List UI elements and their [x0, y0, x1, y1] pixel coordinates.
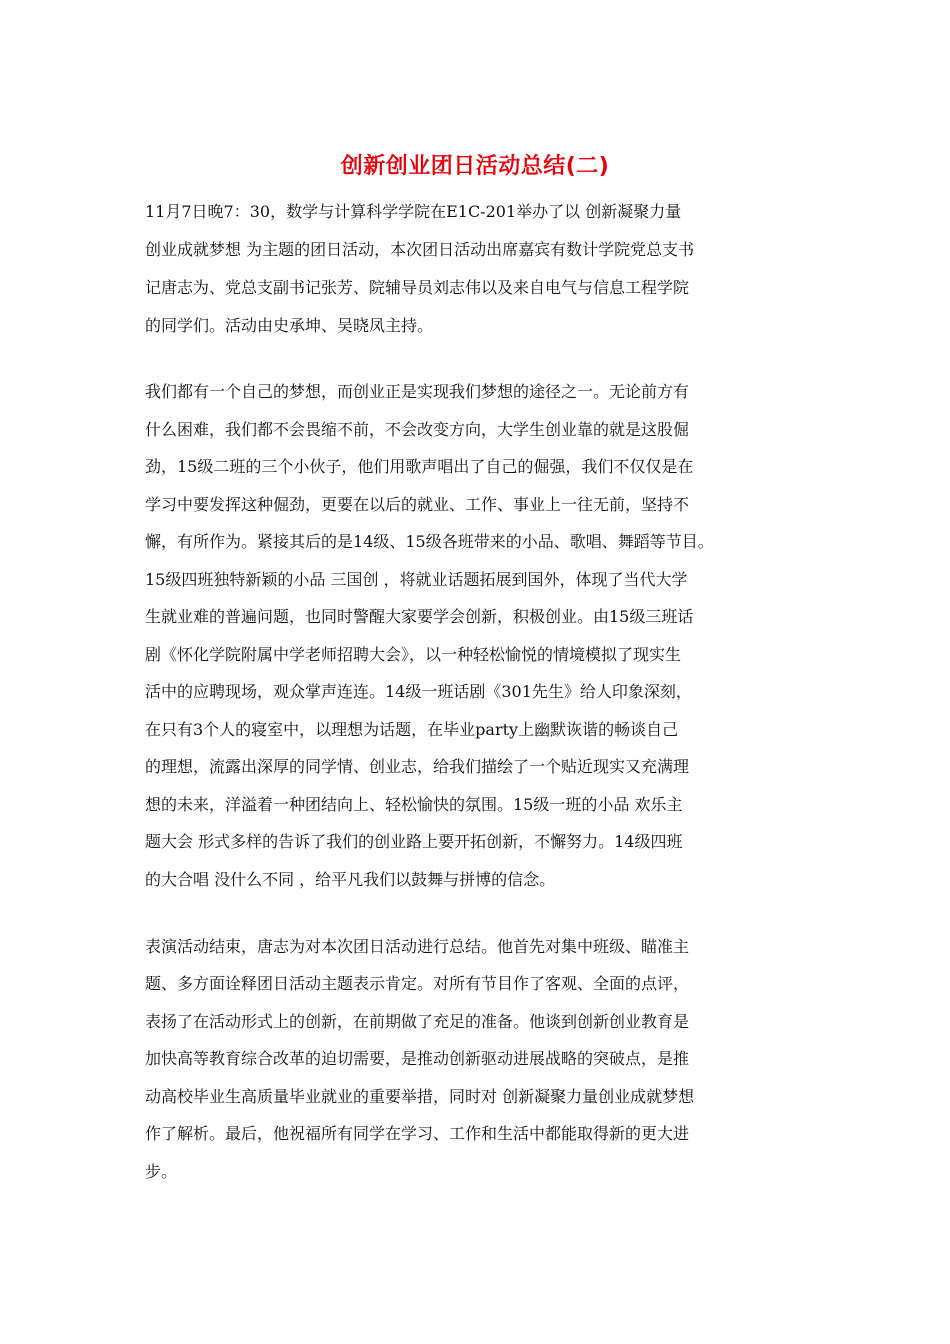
paragraph-1-line-3: 记唐志为、党总支副书记张芳、院辅导员刘志伟以及来自电气与信息工程学院 [145, 278, 690, 297]
paragraph-2-line-11: 的理想，流露出深厚的同学情、创业志，给我们描绘了一个贴近现实又充满理 [145, 757, 690, 776]
paragraph-1-line-4: 的同学们。活动由史承坤、吴晓凤主持。 [145, 316, 434, 335]
paragraph-2-line-10: 在只有3个人的寝室中，以理想为话题，在毕业party上幽默诙谐的畅谈自己 [145, 720, 679, 739]
paragraph-2-line-3: 劲，15级二班的三个小伙子，他们用歌声唱出了自己的倔强，我们不仅仅是在 [145, 457, 694, 476]
paragraph-3-line-2: 题、多方面诠释团日活动主题表示肯定。对所有节目作了客观、全面的点评， [145, 974, 690, 993]
paragraph-2-line-4: 学习中要发挥这种倔劲，更要在以后的就业、工作、事业上一往无前，坚持不 [145, 495, 690, 514]
paragraph-2-line-7: 生就业难的普遍问题，也同时警醒大家要学会创新，积极创业。由15级三班话 [145, 607, 694, 626]
paragraph-1-line-1: 11月7日晚7：30，数学与计算科学学院在E1C-201举办了以 创新凝聚力量 [145, 202, 682, 221]
paragraph-2-line-6: 15级四班独特新颖的小品 三国创 ，将就业话题拓展到国外，体现了当代大学 [145, 570, 688, 589]
paragraph-2-line-12: 想的未来，洋溢着一种团结向上、轻松愉快的氛围。15级一班的小品 欢乐主 [145, 795, 683, 814]
paragraph-2-line-13: 题大会 形式多样的告诉了我们的创业路上要开拓创新，不懈努力。14级四班 [145, 832, 683, 851]
paragraph-1-line-2: 创业成就梦想 为主题的团日活动，本次团日活动出席嘉宾有数计学院党总支书 [145, 240, 695, 259]
paragraph-3-line-6: 作了解析。最后，他祝福所有同学在学习、工作和生活中都能取得新的更大进 [145, 1124, 690, 1143]
paragraph-2-line-1: 我们都有一个自己的梦想，而创业正是实现我们梦想的途径之一。无论前方有 [145, 382, 690, 401]
paragraph-2-line-5: 懈，有所作为。紧接其后的是14级、15级各班带来的小品、歌唱、舞蹈等节目。 [145, 532, 714, 551]
paragraph-3-line-7: 步。 [145, 1162, 178, 1181]
paragraph-2-line-14: 的大合唱 没什么不同 ，给平凡我们以鼓舞与拼博的信念。 [145, 870, 556, 889]
paragraph-2-line-2: 什么困难，我们都不会畏缩不前，不会改变方向，大学生创业靠的就是这股倔 [145, 420, 690, 439]
paragraph-3-line-3: 表扬了在活动形式上的创新，在前期做了充足的准备。他谈到创新创业教育是 [145, 1012, 690, 1031]
paragraph-2-line-8: 剧《怀化学院附属中学老师招聘大会》，以一种轻松愉悦的情境模拟了现实生 [145, 645, 682, 664]
paragraph-3-line-4: 加快高等教育综合改革的迫切需要，是推动创新驱动进展战略的突破点，是推 [145, 1049, 690, 1068]
paragraph-3-line-1: 表演活动结束，唐志为对本次团日活动进行总结。他首先对集中班级、瞄准主 [145, 937, 690, 956]
document-title: 创新创业团日活动总结(二) [340, 154, 610, 179]
paragraph-3-line-5: 动高校毕业生高质量毕业就业的重要举措，同时对 创新凝聚力量创业成就梦想 [145, 1087, 695, 1106]
paragraph-2-line-9: 活中的应聘现场，观众掌声连连。14级一班话剧《301先生》给人印象深刻， [145, 682, 692, 701]
